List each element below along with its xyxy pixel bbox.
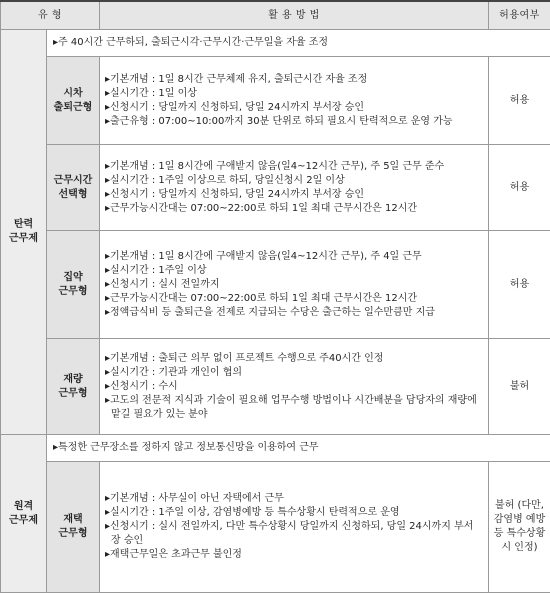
row-details: ▸기본개념 : 사무실이 아닌 자택에서 근무 ▸실시기간 : 1주일 이상, 감염병예방 등 특수상황시 탄력적으로 운영 ▸신청시기 : 실시 전일까지, 다만 특수상황시 당일까지 신청하되, 당일 24시까지 부서장 승인 ▸재택근무일은 초과근무 불인정 [100, 462, 489, 593]
table-row [1, 145, 550, 231]
section-intro: ▸특정한 근무장소를 정하지 않고 정보통신망을 이용하여 근무 [47, 435, 550, 462]
row-allow: 불허 (다만, 감염병 예방 등 특수상황 시 인정) [489, 462, 550, 593]
header-allow: 허용여부 [489, 1, 550, 30]
header-type: 유 형 [1, 1, 100, 30]
section-intro: ▸주 40시간 근무하되, 출퇴근시각·근무시간·근무일을 자율 조정 [47, 30, 550, 57]
table-row [1, 231, 550, 339]
row-allow: 허용 [489, 231, 550, 339]
category-remote: 원격 근무제 [1, 435, 47, 593]
row-allow: 허용 [489, 57, 550, 145]
row-name: 시차 출퇴근형 [47, 57, 100, 145]
remote-intro-row [1, 435, 550, 462]
table-row [1, 57, 550, 145]
row-allow: 허용 [489, 145, 550, 231]
category-flexible: 탄력 근무제 [1, 30, 47, 435]
row-details: ▸기본개념 : 출퇴근 의무 없이 프로젝트 수행으로 주40시간 인정 ▸실시기간 : 기관과 개인이 협의 ▸신청시기 : 수시 ▸고도의 전문적 지식과 기술이 필요해 업무수행 방법이나 시간배분을 담당자의 재량에 맡길 필요가 있는 분야 [100, 339, 489, 435]
flex-intro-row [1, 30, 550, 57]
table-row [1, 462, 550, 593]
row-details: ▸기본개념 : 1일 8시간 근무체제 유지, 출퇴근시간 자율 조정 ▸실시기간 : 1일 이상 ▸신청시기 : 당일까지 신청하되, 당일 24시까지 부서장 승인 ▸출근유형 : 07:00~10:00까지 30분 단위로 하되 필요시 탄력적으로 운영 가능 [100, 57, 489, 145]
row-name: 근무시간 선택형 [47, 145, 100, 231]
header-method: 활 용 방 법 [100, 1, 489, 30]
row-name: 집약 근무형 [47, 231, 100, 339]
row-details: ▸기본개념 : 1일 8시간에 구애받지 않음(일4~12시간 근무), 주 5일 근무 준수 ▸실시기간 : 1주일 이상으로 하되, 당일신청시 2일 이상 ▸신청시기 : 당일까지 신청하되, 당일 24시까지 부서장 승인 ▸근무가능시간대는 07:00~22:00로 하되 1일 최대 근무시간은 12시간 [100, 145, 489, 231]
row-details: ▸기본개념 : 1일 8시간에 구애받지 않음(일4~12시간 근무), 주 4일 근무 ▸실시기간 : 1주일 이상 ▸신청시기 : 실시 전일까지 ▸근무가능시간대는 07:00~22:00로 하되 1일 최대 근무시간은 12시간 ▸정액급식비 등 출퇴근을 전제로 지급되는 수당은 출근하는 일수만큼만 지급 [100, 231, 489, 339]
table-header-row [1, 1, 550, 30]
row-allow: 불허 [489, 339, 550, 435]
row-name: 재택 근무형 [47, 462, 100, 593]
table-row [1, 339, 550, 435]
row-name: 재량 근무형 [47, 339, 100, 435]
